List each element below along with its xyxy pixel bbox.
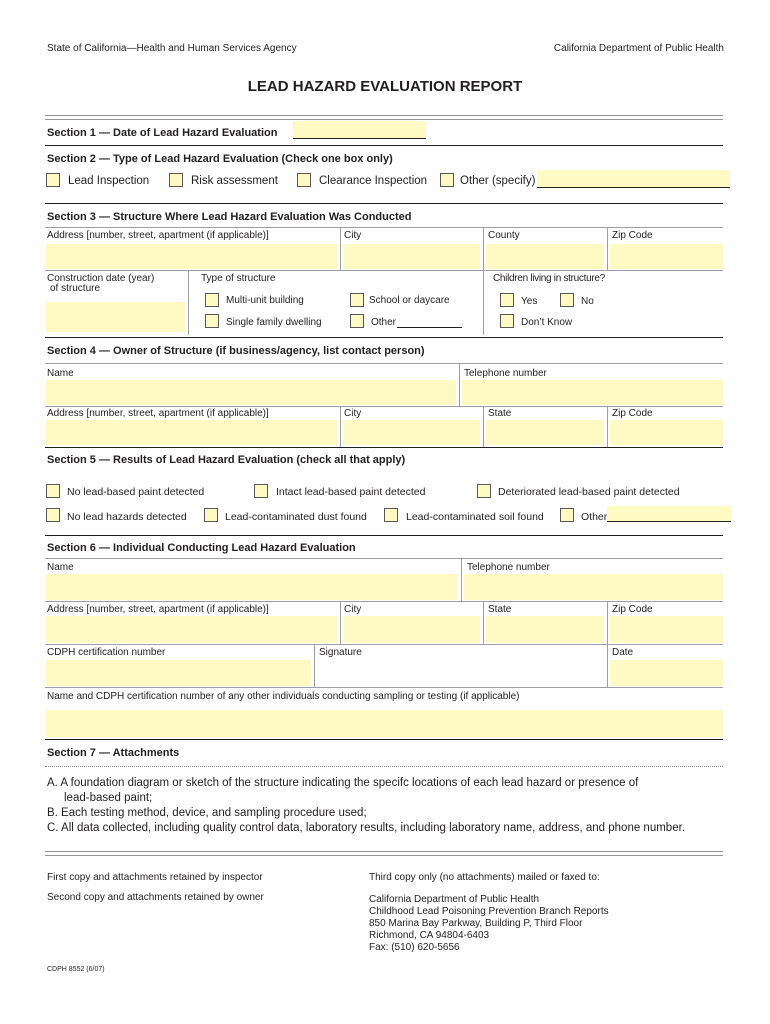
owner-address-label: Address [number, street, apartment (if applicable)]: [47, 408, 269, 419]
structure-county-label: County: [488, 230, 520, 241]
divider: [45, 115, 723, 120]
signature-label: Signature: [319, 647, 362, 658]
intact-lead-paint-label: Intact lead-based paint detected: [276, 486, 426, 498]
owner-name-label: Name: [47, 368, 74, 379]
children-no-label: No: [581, 296, 594, 307]
children-yes-label: Yes: [521, 296, 538, 307]
section-7-title: Section 7 — Attachments: [47, 747, 180, 759]
form-id: CDPH 8552 (6/07): [47, 966, 105, 973]
multi-unit-label: Multi-unit building: [226, 295, 304, 306]
third-copy-note: Third copy only (no attachments) mailed or faxed to:: [369, 872, 600, 883]
other-individuals-field[interactable]: [46, 710, 723, 737]
column-divider: [314, 645, 315, 687]
school-daycare-label: School or daycare: [369, 295, 450, 306]
structure-address-label: Address [number, street, apartment (if applicable)]: [47, 230, 269, 241]
structure-city-label: City: [344, 230, 362, 241]
lead-inspection-checkbox[interactable]: [46, 173, 60, 187]
multi-unit-checkbox[interactable]: [205, 293, 219, 307]
attachment-c: C. All data collected, including quality control data, laboratory results, including laboratory name, address, and phone number.: [47, 822, 685, 834]
intact-lead-paint-checkbox[interactable]: [254, 484, 268, 498]
school-daycare-checkbox[interactable]: [350, 293, 364, 307]
column-divider: [607, 407, 608, 447]
divider: [45, 558, 723, 559]
attachment-a-cont: lead-based paint;: [64, 792, 153, 804]
children-yes-checkbox[interactable]: [500, 293, 514, 307]
other-result-label: Other: [581, 511, 608, 523]
other-result-field[interactable]: [607, 506, 731, 522]
single-family-label: Single family dwelling: [226, 317, 322, 328]
structure-city-field[interactable]: [343, 244, 480, 269]
owner-city-field[interactable]: [343, 420, 480, 445]
form-title: LEAD HAZARD EVALUATION REPORT: [247, 78, 523, 95]
risk-assessment-checkbox[interactable]: [169, 173, 183, 187]
mailing-address-line: 850 Marina Bay Parkway, Building P, Third Floor: [369, 918, 583, 929]
divider: [45, 270, 723, 271]
inspector-zip-field[interactable]: [610, 616, 723, 643]
inspector-address-label: Address [number, street, apartment (if applicable)]: [47, 604, 269, 615]
section-6-title: Section 6 — Individual Conducting Lead Hazard Evaluation: [47, 542, 356, 554]
divider: [45, 447, 723, 448]
inspector-city-label: City: [344, 604, 362, 615]
no-lead-paint-checkbox[interactable]: [46, 484, 60, 498]
other-individuals-label: Name and CDPH certification number of any other individuals conducting sampling or testing (if applicable): [47, 691, 520, 702]
construction-date-label: Construction date (year): [47, 273, 155, 284]
divider: [45, 851, 723, 856]
date-field[interactable]: [610, 660, 723, 686]
other-structure-checkbox[interactable]: [350, 314, 364, 328]
soil-found-label: Lead-contaminated soil found: [406, 511, 544, 523]
section-4-title: Section 4 — Owner of Structure (if business/agency, list contact person): [47, 345, 425, 357]
mailing-address-line: Richmond, CA 94804-6403: [369, 930, 490, 941]
structure-county-field[interactable]: [486, 244, 604, 269]
divider: [45, 145, 723, 146]
divider: [45, 203, 723, 204]
deteriorated-lead-paint-label: Deteriorated lead-based paint detected: [498, 486, 680, 498]
no-hazards-checkbox[interactable]: [46, 508, 60, 522]
department-header: California Department of Public Health: [553, 43, 724, 54]
section-3-title: Section 3 — Structure Where Lead Hazard Evaluation Was Conducted: [47, 211, 412, 223]
column-divider: [340, 228, 341, 270]
owner-address-field[interactable]: [46, 420, 337, 445]
column-divider: [188, 271, 189, 335]
no-hazards-label: No lead hazards detected: [67, 511, 187, 523]
certification-field[interactable]: [46, 660, 311, 686]
other-evaluation-checkbox[interactable]: [440, 173, 454, 187]
inspector-state-field[interactable]: [486, 616, 604, 643]
date-label: Date: [612, 647, 634, 658]
structure-address-field[interactable]: [46, 244, 337, 269]
inspector-address-field[interactable]: [46, 616, 337, 643]
divider: [45, 337, 723, 338]
single-family-checkbox[interactable]: [205, 314, 219, 328]
other-structure-label: Other: [371, 317, 397, 328]
soil-found-checkbox[interactable]: [384, 508, 398, 522]
structure-type-label: Type of structure: [201, 273, 276, 284]
inspector-phone-label: Telephone number: [467, 562, 550, 573]
no-lead-paint-label: No lead-based paint detected: [67, 486, 205, 498]
attachment-a: A. A foundation diagram or sketch of the structure indicating the specifc locations of each lead hazard or presence of: [47, 777, 639, 789]
divider: [45, 687, 723, 688]
structure-zip-field[interactable]: [610, 244, 723, 269]
first-copy-note: First copy and attachments retained by inspector: [47, 872, 263, 883]
mailing-address-line: Childhood Lead Poisoning Prevention Branch Reports: [369, 906, 609, 917]
divider: [45, 739, 723, 740]
mailing-address-line: Fax: (510) 620-5656: [369, 942, 460, 953]
clearance-inspection-label: Clearance Inspection: [319, 175, 428, 187]
dust-found-checkbox[interactable]: [204, 508, 218, 522]
risk-assessment-label: Risk assessment: [191, 175, 278, 187]
children-dont-know-checkbox[interactable]: [500, 314, 514, 328]
divider: [45, 644, 723, 645]
column-divider: [607, 228, 608, 270]
inspector-state-label: State: [488, 604, 512, 615]
divider: [45, 535, 723, 536]
inspector-name-label: Name: [47, 562, 74, 573]
structure-zip-label: Zip Code: [612, 230, 653, 241]
children-label: Children living in structure?: [493, 273, 605, 284]
section-5-title: Section 5 — Results of Lead Hazard Evaluation (check all that apply): [47, 454, 406, 466]
other-result-checkbox[interactable]: [560, 508, 574, 522]
inspector-phone-field[interactable]: [464, 574, 723, 600]
deteriorated-lead-paint-checkbox[interactable]: [477, 484, 491, 498]
column-divider: [461, 559, 462, 601]
owner-state-label: State: [488, 408, 512, 419]
lead-inspection-label: Lead Inspection: [68, 175, 150, 187]
agency-header: State of California—Health and Human Services Agency: [47, 43, 297, 54]
evaluation-date-field[interactable]: [293, 121, 426, 139]
children-no-checkbox[interactable]: [560, 293, 574, 307]
second-copy-note: Second copy and attachments retained by owner: [47, 892, 264, 903]
column-divider: [483, 602, 484, 644]
attachment-b: B. Each testing method, device, and sampling procedure used;: [47, 807, 367, 819]
divider: [45, 766, 723, 767]
column-divider: [340, 602, 341, 644]
column-divider: [340, 407, 341, 447]
owner-zip-label: Zip Code: [612, 408, 653, 419]
inspector-zip-label: Zip Code: [612, 604, 653, 615]
owner-name-field[interactable]: [46, 380, 456, 405]
clearance-inspection-checkbox[interactable]: [297, 173, 311, 187]
other-evaluation-field[interactable]: [537, 170, 730, 188]
construction-date-label-2: of structure: [50, 283, 101, 294]
children-dont-know-label: Don’t Know: [521, 317, 573, 328]
owner-phone-label: Telephone number: [464, 368, 547, 379]
other-evaluation-label: Other (specify): [460, 175, 536, 187]
divider: [45, 363, 723, 364]
mailing-address-line: California Department of Public Health: [369, 894, 540, 905]
owner-city-label: City: [344, 408, 362, 419]
column-divider: [483, 271, 484, 335]
column-divider: [607, 645, 608, 687]
certification-label: CDPH certification number: [47, 647, 166, 658]
column-divider: [483, 228, 484, 270]
section-2-title: Section 2 — Type of Lead Hazard Evaluation (Check one box only): [47, 153, 393, 165]
column-divider: [607, 602, 608, 644]
other-structure-underline[interactable]: [397, 327, 462, 328]
divider: [45, 601, 723, 602]
column-divider: [483, 407, 484, 447]
divider: [45, 227, 723, 228]
divider: [45, 406, 723, 407]
column-divider: [459, 364, 460, 406]
owner-phone-field[interactable]: [462, 380, 723, 405]
owner-zip-field[interactable]: [610, 420, 723, 445]
construction-date-field[interactable]: [46, 302, 185, 332]
section-1-title: Section 1 — Date of Lead Hazard Evaluation: [47, 127, 278, 139]
inspector-name-field[interactable]: [46, 574, 458, 600]
inspector-city-field[interactable]: [343, 616, 480, 643]
owner-state-field[interactable]: [486, 420, 604, 445]
dust-found-label: Lead-contaminated dust found: [225, 511, 367, 523]
